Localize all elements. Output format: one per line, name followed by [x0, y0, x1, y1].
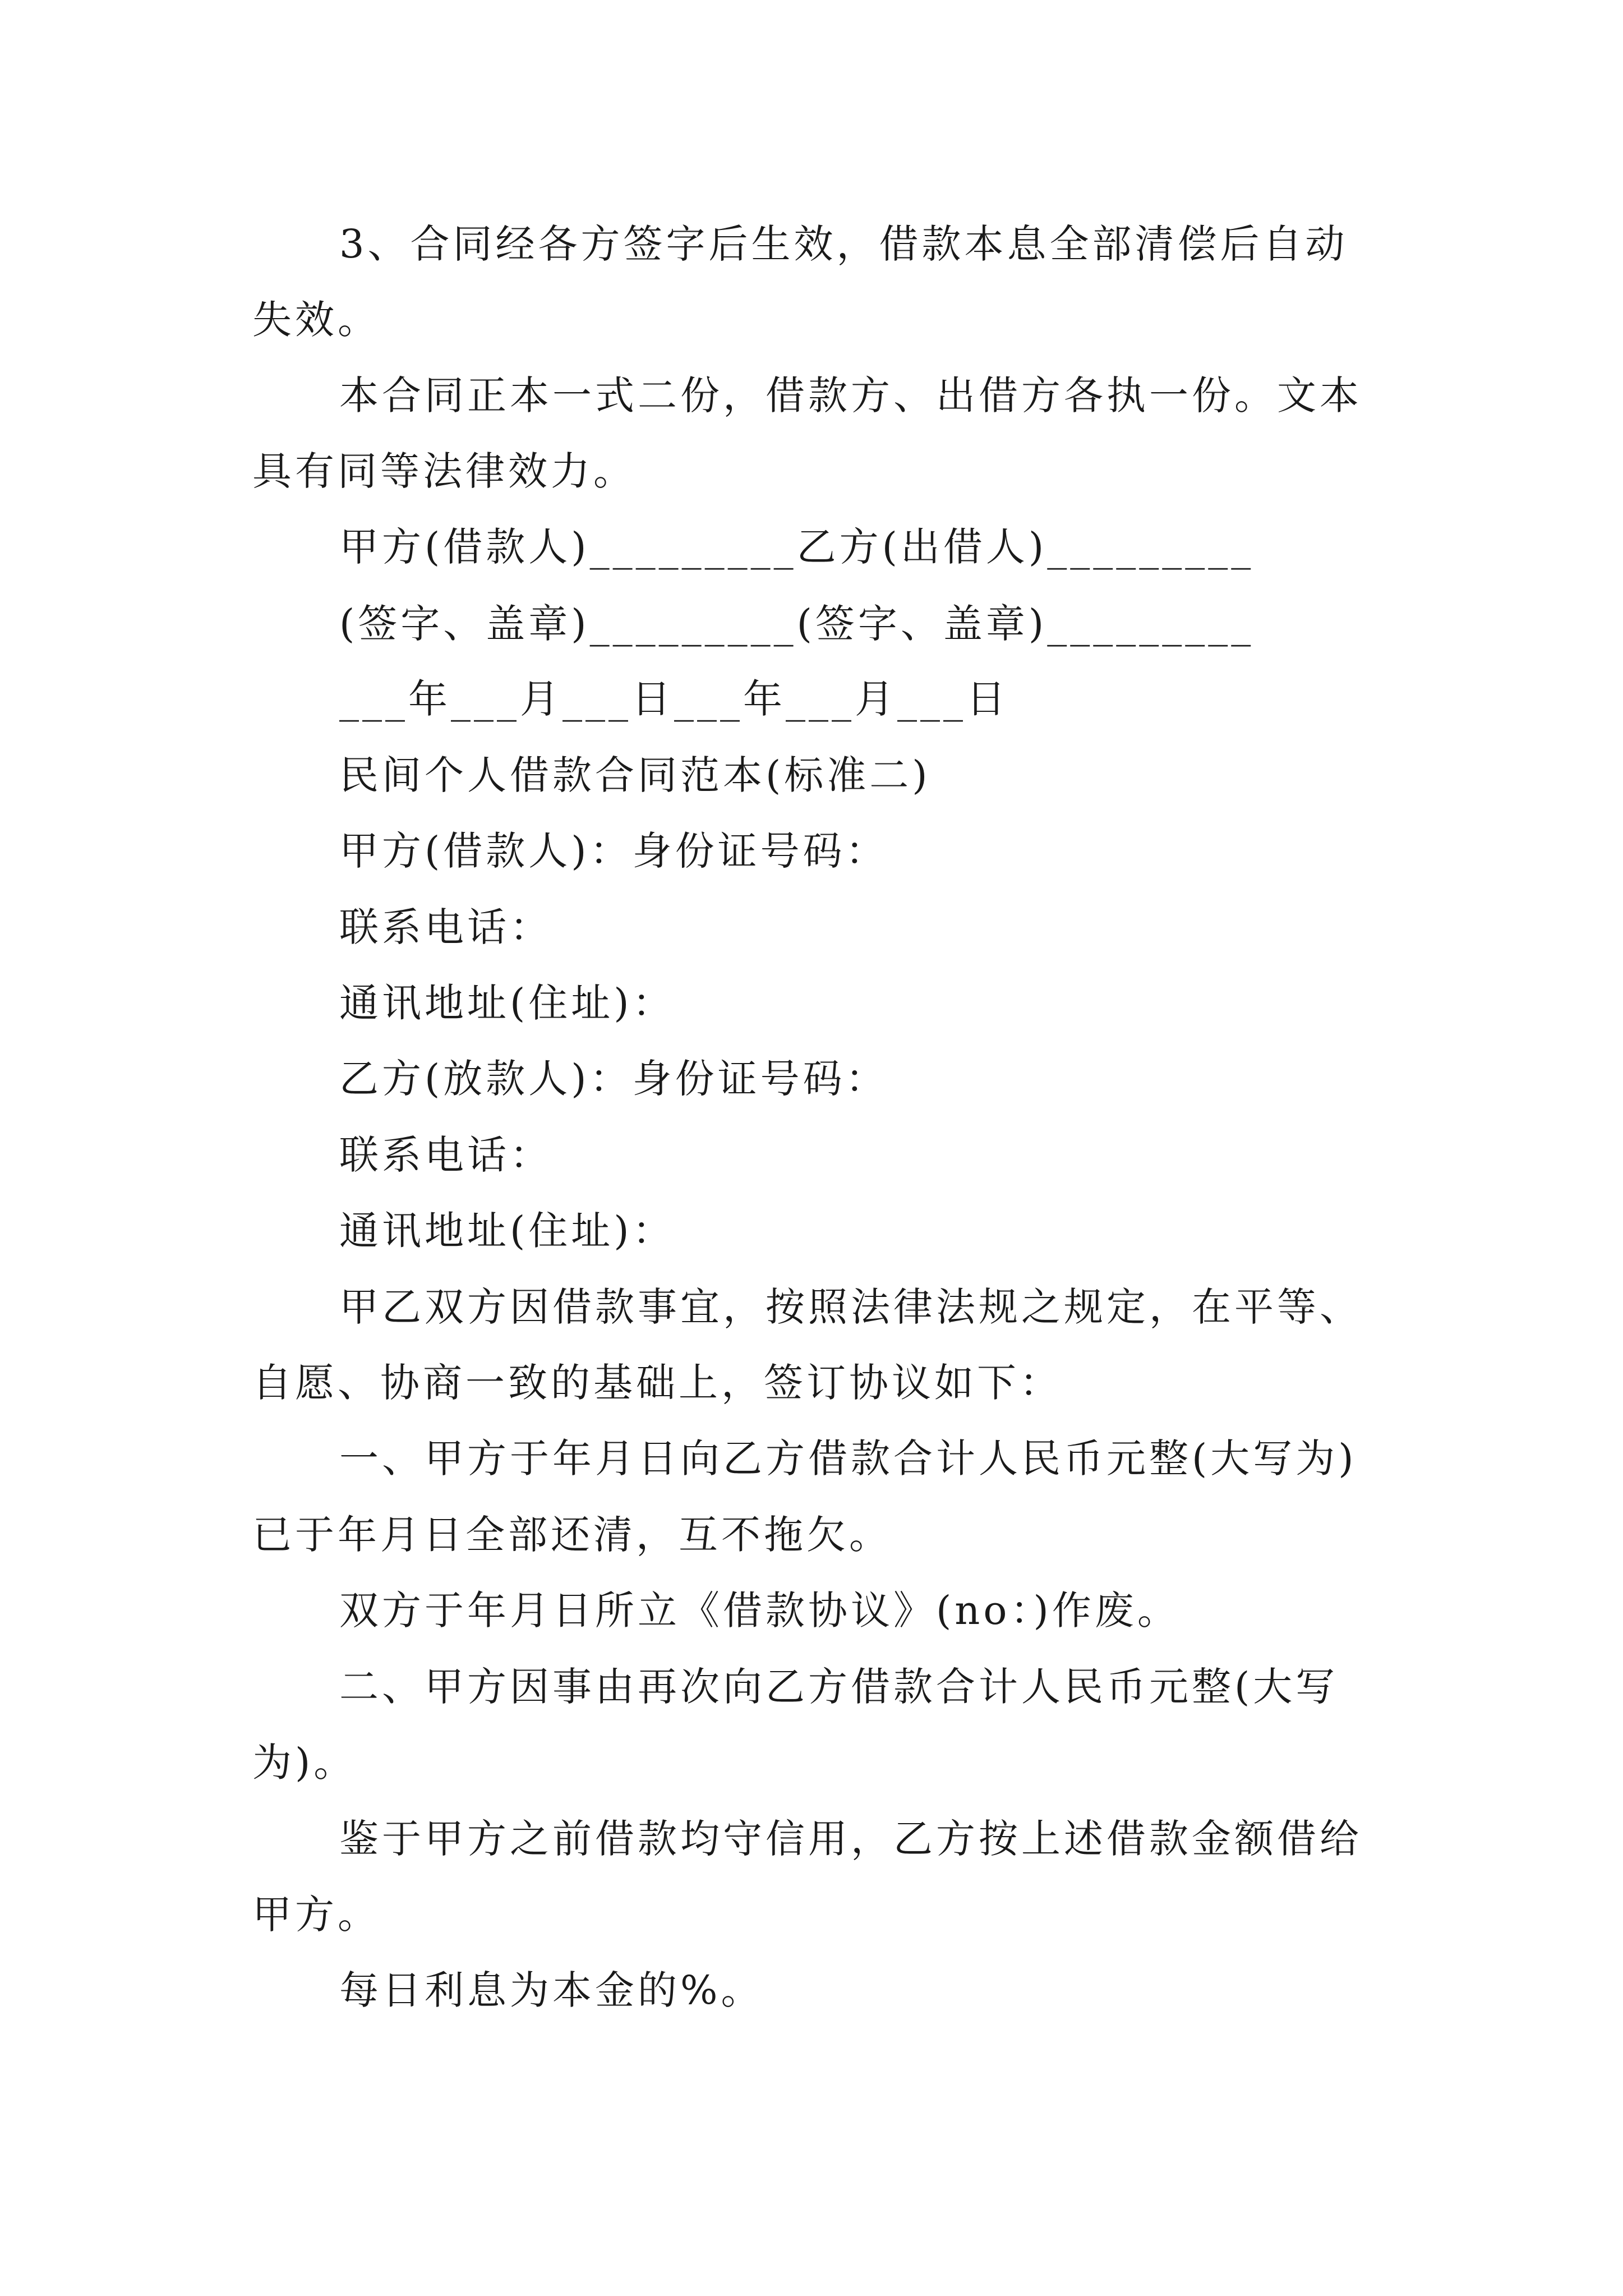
- paragraph-line: 一、甲方于年月日向乙方借款合计人民币元整(大写为): [339, 1435, 1357, 1481]
- paragraph-line: 双方于年月日所立《借款协议》(no：)作废。: [339, 1588, 1180, 1634]
- paragraph-line: 为)。: [252, 1740, 357, 1786]
- paragraph-line: 二、甲方因事由再次向乙方借款合计人民币元整(大写: [339, 1664, 1339, 1710]
- paragraph-line: 自愿、协商一致的基础上，签订协议如下：: [252, 1360, 1062, 1406]
- paragraph-line: 已于年月日全部还清，互不拖欠。: [252, 1512, 892, 1558]
- paragraph-line: 鉴于甲方之前借款均守信用，乙方按上述借款金额借给: [339, 1816, 1362, 1862]
- paragraph-line: 通讯地址(住址)：: [339, 1208, 675, 1254]
- paragraph-line: 失效。: [252, 297, 380, 343]
- paragraph-line: 乙方(放款人)：身份证号码：: [339, 1056, 888, 1102]
- paragraph-line: 甲乙双方因借款事宜，按照法律法规之规定，在平等、: [339, 1284, 1362, 1330]
- paragraph-line: 联系电话：: [339, 904, 552, 950]
- paragraph-line: 3、合同经各方签字后生效，借款本息全部清偿后自动: [339, 221, 1348, 267]
- date-line: ___年___月___日___年___月___日: [339, 676, 1009, 722]
- paragraph-line: 甲方。: [252, 1892, 380, 1938]
- paragraph-line: 本合同正本一式二份，借款方、出借方各执一份。文本: [339, 372, 1362, 418]
- signature-line: (签字、盖章)_________(签字、盖章)_________: [339, 601, 1255, 647]
- paragraph-line: 甲方(借款人)：身份证号码：: [339, 828, 888, 874]
- section-title: 民间个人借款合同范本(标准二): [339, 752, 931, 798]
- paragraph-line: 每日利息为本金的%。: [339, 1967, 764, 2013]
- paragraph-line: 具有同等法律效力。: [252, 448, 636, 494]
- signature-line: 甲方(借款人)_________乙方(出借人)_________: [339, 524, 1255, 570]
- paragraph-line: 联系电话：: [339, 1132, 552, 1178]
- paragraph-line: 通讯地址(住址)：: [339, 980, 675, 1026]
